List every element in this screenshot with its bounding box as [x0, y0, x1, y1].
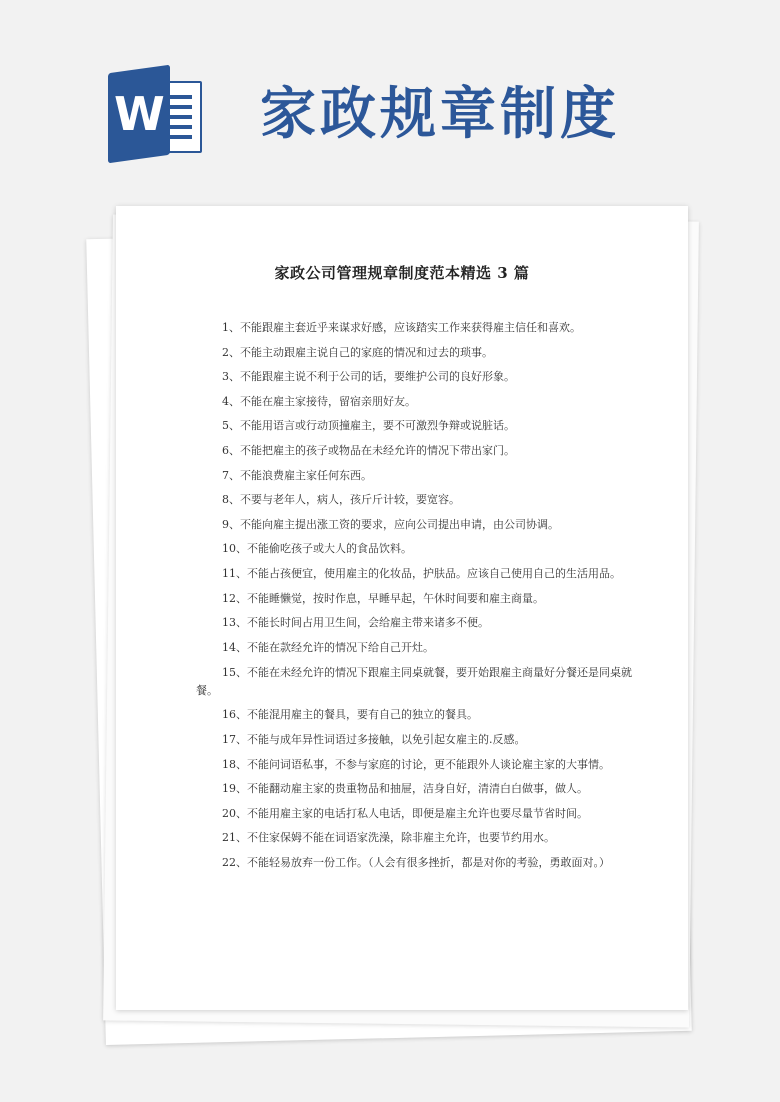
rule-item: 21、不住家保姆不能在词语家洗澡，除非雇主允许，也要节约用水。 — [222, 831, 555, 845]
rule-item — [196, 660, 632, 703]
rule-item: 22、不能轻易放弃一份工作。（人会有很多挫折，都是对你的考验，勇敢面对。） — [222, 855, 610, 869]
word-document-icon — [108, 69, 208, 159]
document-page — [116, 206, 688, 1010]
rule-item: 18、不能问词语私事，不参与家庭的讨论，更不能跟外人谈论雇主家的大事情。 — [222, 757, 610, 771]
rule-item: 17、不能与成年异性词语过多接触，以免引起女雇主的.反感。 — [222, 732, 526, 746]
rule-item: 16、不能混用雇主的餐具，要有自己的独立的餐具。 — [222, 708, 478, 722]
word-logo-letter: W — [113, 87, 165, 141]
rule-item-continuation: 餐。 — [196, 684, 218, 698]
rule-item: 20、不能用雇主家的电话打私人电话，即便是雇主允许也要尽量节省时间。 — [222, 806, 588, 820]
rule-item-text: 15、不能在未经允许的情况下跟雇主同桌就餐，要开始跟雇主商量好分餐还是同桌就 — [222, 666, 632, 680]
rule-item: 6、不能把雇主的孩子或物品在未经允许的情况下带出家门。 — [222, 443, 515, 457]
rule-item: 13、不能长时间占用卫生间，会给雇主带来诸多不便。 — [222, 616, 489, 630]
rules-list — [196, 316, 632, 875]
rule-item: 10、不能偷吃孩子或大人的食品饮料。 — [222, 542, 412, 556]
document-title: 家政公司管理规章制度范本精选 3 篇 — [274, 264, 530, 282]
rule-item: 8、不要与老年人，病人，孩斤斤计较，要宽容。 — [222, 493, 460, 507]
rule-item: 5、不能用语言或行动顶撞雇主，要不可激烈争辩或说脏话。 — [222, 419, 515, 433]
page-header — [108, 66, 620, 162]
rule-item: 4、不能在雇主家接待，留宿亲朋好友。 — [222, 394, 416, 408]
rule-item: 3、不能跟雇主说不利于公司的话，要维护公司的良好形象。 — [222, 370, 515, 384]
rule-item: 9、不能向雇主提出涨工资的要求，应向公司提出申请，由公司协调。 — [222, 517, 559, 531]
rule-item: 14、不能在款经允许的情况下给自己开灶。 — [222, 640, 434, 654]
rule-item: 12、不能睡懒觉，按时作息，早睡早起，午休时间要和雇主商量。 — [222, 591, 544, 605]
rule-item: 19、不能翻动雇主家的贵重物品和抽屉，洁身自好，清清白白做事，做人。 — [222, 782, 588, 796]
rule-item: 7、不能浪费雇主家任何东西。 — [222, 468, 372, 482]
page-title: 家政规章制度 — [260, 81, 620, 147]
rule-item: 1、不能跟雇主套近乎来谋求好感，应该踏实工作来获得雇主信任和喜欢。 — [222, 321, 581, 334]
rule-item: 11、不能占孩便宜，使用雇主的化妆品，护肤品。应该自己使用自己的生活用品。 — [222, 566, 621, 580]
word-logo-cover — [108, 65, 170, 164]
rule-item: 2、不能主动跟雇主说自己的家庭的情况和过去的琐事。 — [222, 345, 493, 359]
